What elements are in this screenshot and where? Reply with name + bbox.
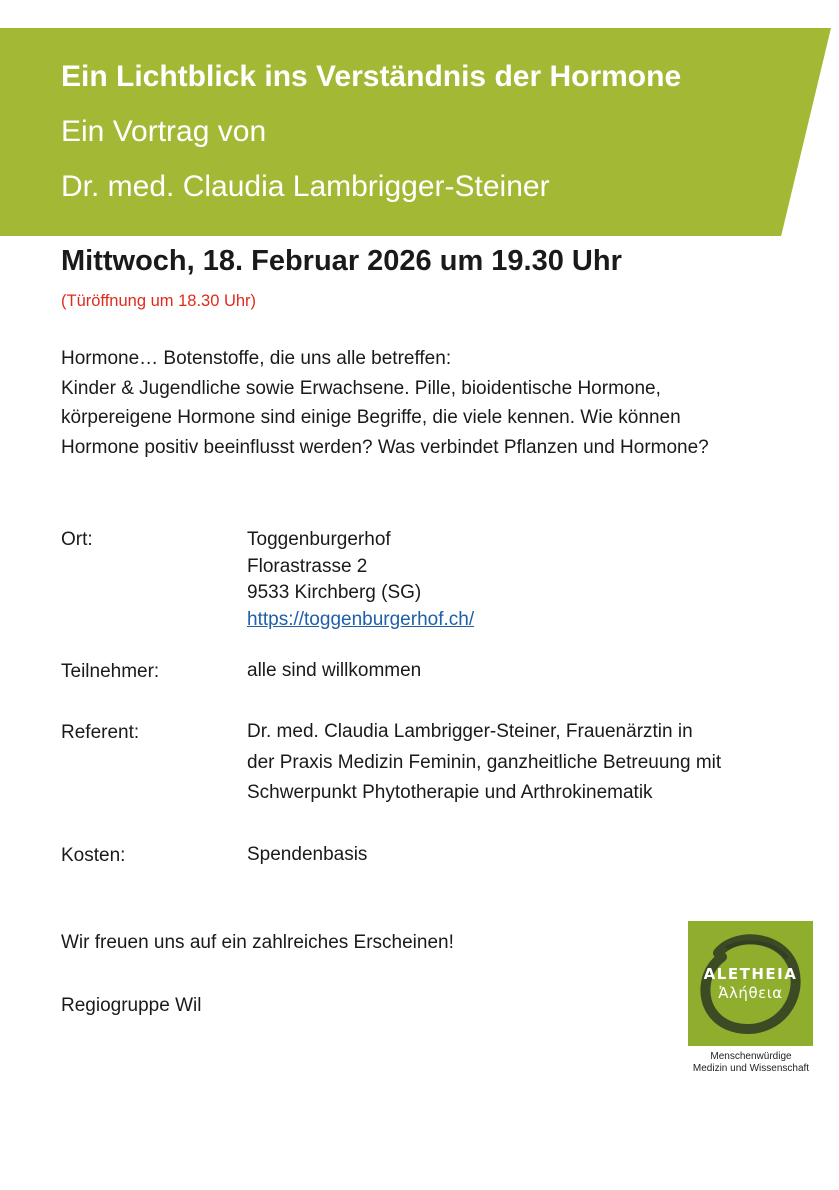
intro-paragraph [61, 344, 709, 462]
location-city: 9533 Kirchberg (SG) [247, 582, 422, 603]
participants-label: Teilnehmer: [61, 661, 160, 682]
location-street: Florastrasse 2 [247, 555, 368, 577]
speaker-line: Schwerpunkt Phytotherapie und Arthrokinematik [247, 782, 653, 803]
logo-greek-name: Ἀλήθεια [718, 984, 783, 1002]
location-website-link[interactable]: https://toggenburgerhof.ch/ [247, 608, 475, 630]
speaker-line: der Praxis Medizin Feminin, ganzheitliche Betreuung mit [247, 751, 722, 773]
intro-line: Hormone positiv beeinflusst werden? Was verbindet Pflanzen und Hormone? [61, 436, 709, 458]
logo-name: ALETHEIA [703, 965, 798, 983]
cost-value: Spendenbasis [247, 844, 368, 865]
speaker-line: Dr. med. Claudia Lambrigger-Steiner, Frauenärztin in [247, 721, 693, 742]
location-label: Ort: [61, 529, 93, 550]
location-name: Toggenburgerhof [247, 529, 391, 550]
intro-line: Hormone… Botenstoffe, die uns alle betreffen: [61, 348, 452, 369]
logo-tagline [680, 1051, 822, 1075]
event-date: Mittwoch, 18. Februar 2026 um 19.30 Uhr [61, 245, 622, 277]
logo-tagline-line: Medizin und Wissenschaft [692, 1063, 810, 1074]
event-subtitle: Ein Vortrag von [61, 115, 267, 148]
speaker-name-heading: Dr. med. Claudia Lambrigger-Steiner [61, 170, 550, 203]
cost-label: Kosten: [61, 845, 126, 866]
aletheia-logo [688, 921, 813, 1046]
door-opening-note: (Türöffnung um 18.30 Uhr) [61, 292, 257, 310]
participants-value: alle sind willkommen [247, 660, 422, 681]
location-value [247, 527, 474, 633]
speaker-label: Referent: [61, 722, 140, 743]
speaker-value [247, 717, 721, 809]
event-title: Ein Lichtblick ins Verständnis der Hormone [61, 60, 682, 93]
intro-line: körpereigene Hormone sind einige Begriffe, die viele kennen. Wie können [61, 407, 681, 428]
closing-line: Wir freuen uns auf ein zahlreiches Erscheinen! [61, 932, 454, 953]
intro-line: Kinder & Jugendliche sowie Erwachsene. Pille, bioidentische Hormone, [61, 377, 661, 399]
logo-tagline-line: Menschenwürdige [710, 1051, 792, 1062]
organizer-signature: Regiogruppe Wil [61, 995, 202, 1016]
